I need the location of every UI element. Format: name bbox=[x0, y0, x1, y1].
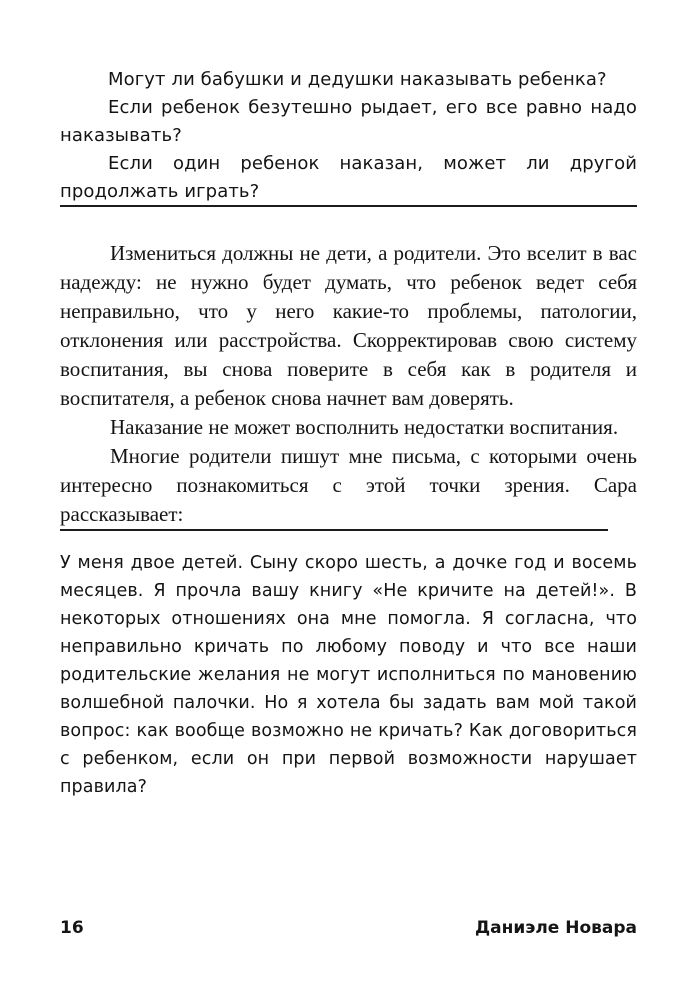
reader-letter-quote bbox=[60, 549, 637, 801]
quote-divider bbox=[60, 529, 608, 531]
section-divider bbox=[60, 205, 637, 207]
page-number: 16 bbox=[60, 918, 84, 938]
body-paragraph: Наказание не может восполнить недостатки воспитания. bbox=[110, 415, 619, 440]
questions-section bbox=[60, 66, 637, 205]
letter-paragraph: У меня двое детей. Сыну скоро шесть, а дочке год и восемь месяцев. Я прочла вашу книгу «Не кричите на детей!». В некоторых отношениях она мне помогла. Я согласна, что неправильно кричать по любому поводу и что все наши родительские желания не могут исполниться по мановению волшебной палочки. Но я хотела бы задать вам мой такой вопрос: как вообще возможно не кричать? Как договориться с ребенком, если он при первой возможности нарушает правила? bbox=[60, 553, 637, 798]
question-item: Если ребенок безутешно рыдает, его все равно надо наказывать? bbox=[60, 96, 637, 146]
body-paragraph: Измениться должны не дети, а родители. Это вселит в вас надежду: не нужно будет думать, что ребенок ведет себя неправильно, что у него какие-то проблемы, патологии, отклонения или расстройства. Скорректировав свою систему воспитания, вы снова поверите в себя как в родителя и воспитателя, а ребенок снова начнет вам доверять. bbox=[60, 241, 637, 411]
page-footer bbox=[60, 918, 637, 938]
page-content bbox=[60, 0, 637, 801]
body-paragraph: Многие родители пишут мне письма, с которыми очень интересно познакомиться с этой точки зрения. Сара рассказывает: bbox=[60, 444, 637, 527]
question-item: Если один ребенок наказан, может ли другой продолжать играть? bbox=[60, 152, 637, 202]
question-item: Могут ли бабушки и дедушки наказывать ребенка? bbox=[108, 69, 607, 90]
body-text-section bbox=[60, 239, 637, 529]
author-name: Даниэле Новара bbox=[474, 918, 637, 938]
